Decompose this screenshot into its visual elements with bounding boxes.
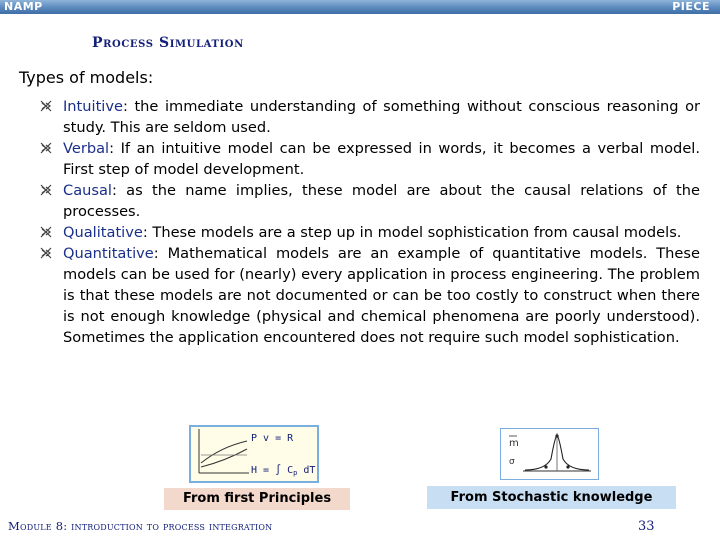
bullet-item-intuitive [40, 96, 700, 138]
header-right-text: PIECE [672, 0, 710, 13]
slide-title: Process Simulation [92, 35, 244, 51]
term-causal: Causal [63, 182, 112, 199]
bullet-item-verbal [40, 138, 700, 180]
bullet-text: : If an intuitive model can be expressed in words, it becomes a verbal model. First step of model development. [63, 140, 700, 178]
bullet-item-quantitative [40, 243, 700, 348]
bullet-icon [40, 226, 52, 238]
equation-enthalpy-tail: dT [297, 465, 316, 476]
footer-module-title: Module 8: introduction to process integration [8, 519, 273, 533]
equation-enthalpy-subscript: p [293, 469, 298, 477]
header-left-text: NAMP [4, 0, 43, 13]
first-principles-figure [189, 425, 319, 483]
stochastic-label: From Stochastic knowledge [427, 486, 676, 509]
distribution-curve-illustration [501, 429, 598, 479]
bullet-text: : the immediate understanding of something without conscious reasoning or study. This are seldom used. [63, 98, 700, 136]
bullet-text: : Mathematical models are an example of quantitative models. These models can be used for (nearly) every application in process engineering. The problem is that these models are not documented or can be too costly to construct when there is not enough knowledge (physical and chemical phenomena are poorly understood). Sometimes the application encountered does not require such model sophistication. [63, 245, 700, 346]
bullet-icon [40, 142, 52, 154]
slide-subtitle: Types of models: [19, 68, 154, 87]
stochastic-figure [500, 428, 599, 480]
sigma-symbol: σ [509, 457, 515, 467]
equation-enthalpy-head: H = ∫ C [251, 465, 294, 476]
pv-diagram-illustration [191, 427, 317, 481]
term-verbal: Verbal [63, 140, 110, 157]
page-number: 33 [638, 519, 655, 534]
bullet-text: : These models are a step up in model sophistication from causal models. [142, 224, 682, 241]
bullet-item-causal [40, 180, 700, 222]
bullet-item-qualitative [40, 222, 700, 243]
equation-enthalpy [251, 464, 315, 477]
first-principles-label: From first Principles [164, 488, 350, 510]
bullet-icon [40, 247, 52, 259]
bullet-icon [40, 100, 52, 112]
term-qualitative: Qualitative [63, 224, 143, 241]
term-quantitative: Quantitative [63, 245, 154, 262]
bullet-text: : as the name implies, these model are about the causal relations of the processes. [63, 182, 700, 220]
term-intuitive: Intuitive [63, 98, 123, 115]
bullet-icon [40, 184, 52, 196]
mean-symbol: m [509, 438, 519, 449]
bullet-list [40, 96, 700, 348]
header-bar [0, 0, 720, 14]
equation-ideal-gas: P v = R [251, 433, 294, 444]
